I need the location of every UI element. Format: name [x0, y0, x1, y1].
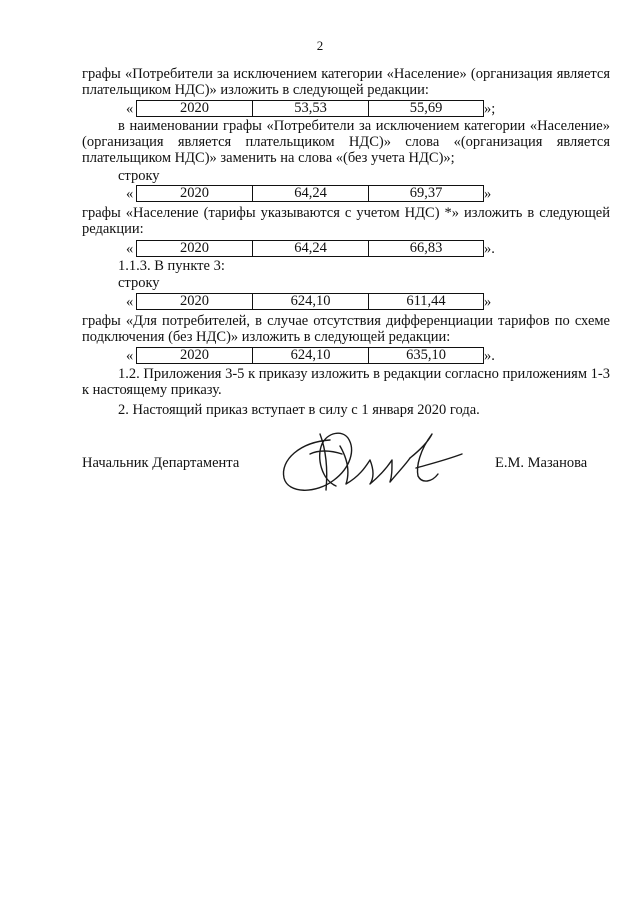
cell-year: 2020 [136, 185, 252, 202]
signer-title: Начальник Департамента [82, 455, 240, 471]
stroku-label-1: строку [118, 168, 160, 184]
cell-value-1: 53,53 [252, 100, 368, 117]
paragraph-5: графы «Для потребителей, в случае отсутствия дифференциации тарифов по схеме подключения (без НДС)» изложить в следующей редакции: [82, 313, 610, 345]
cell-value-1: 624,10 [252, 347, 368, 364]
cell-value-2: 55,69 [368, 100, 484, 117]
cell-value-1: 64,24 [252, 240, 368, 257]
quote-close: »; [484, 101, 496, 117]
stroku-label-2: строку [118, 275, 160, 291]
quote-close: » [484, 294, 492, 310]
signature-image [270, 420, 470, 500]
quote-open: « [126, 241, 134, 257]
cell-value-1: 624,10 [252, 293, 368, 310]
cell-value-2: 611,44 [368, 293, 484, 310]
cell-value-2: 66,83 [368, 240, 484, 257]
cell-year: 2020 [136, 100, 252, 117]
signer-name: Е.М. Мазанова [495, 455, 588, 471]
quote-open: « [126, 101, 134, 117]
cell-year: 2020 [136, 293, 252, 310]
paragraph-7: 2. Настоящий приказ вступает в силу с 1 января 2020 года. [118, 402, 480, 418]
quote-open: « [126, 186, 134, 202]
paragraph-6: 1.2. Приложения 3-5 к приказу изложить в редакции согласно приложениям 1-3 к настоящему приказу. [82, 366, 610, 398]
cell-value-2: 69,37 [368, 185, 484, 202]
quote-open: « [126, 348, 134, 364]
paragraph-1: графы «Потребители за исключением категории «Население» (организация является плательщиком НДС)» изложить в следующей редакции: [82, 66, 610, 98]
quote-open: « [126, 294, 134, 310]
cell-value-1: 64,24 [252, 185, 368, 202]
paragraph-4: 1.1.3. В пункте 3: [118, 258, 225, 274]
page-number: 2 [316, 38, 324, 53]
paragraph-3: графы «Население (тарифы указываются с учетом НДС) *» изложить в следующей редакции: [82, 205, 610, 237]
quote-close: » [484, 186, 492, 202]
cell-year: 2020 [136, 347, 252, 364]
cell-year: 2020 [136, 240, 252, 257]
quote-close: ». [484, 241, 495, 257]
quote-close: ». [484, 348, 495, 364]
cell-value-2: 635,10 [368, 347, 484, 364]
paragraph-2: в наименовании графы «Потребители за исключением категории «Население» (организация является плательщиком НДС)» слова «(организация является плательщиком НДС)» заменить на слова «(без учета НДС)»; [82, 118, 610, 166]
